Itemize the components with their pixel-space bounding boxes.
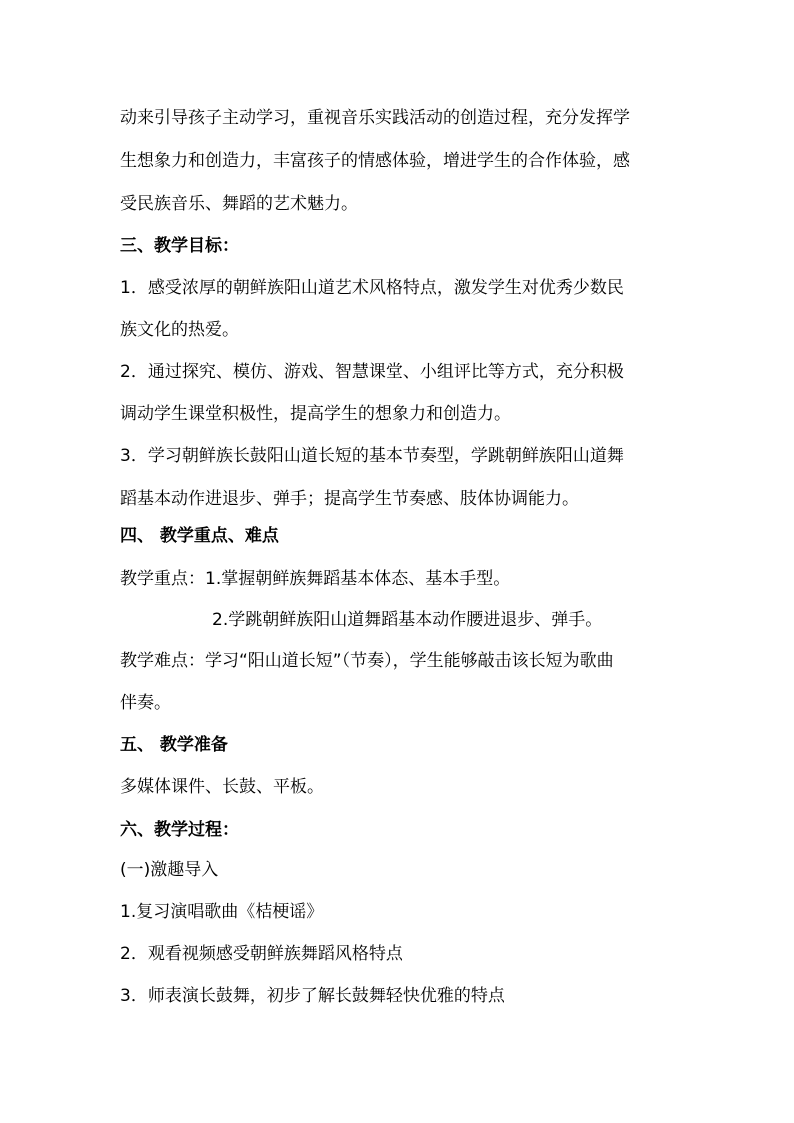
process-step-2: 2．观看视频感受朝鲜族舞蹈风格特点 [120, 944, 403, 964]
key-point-2: 2.学跳朝鲜族阳山道舞蹈基本动作腰进退步、弹手。 [212, 610, 603, 630]
process-step-3: 3．师表演长鼓舞，初步了解长鼓舞轻快优雅的特点 [120, 986, 505, 1006]
goal-1-line-1: 1．感受浓厚的朝鲜族阳山道艺术风格特点，激发学生对优秀少数民 [120, 278, 624, 298]
goal-2-line-1: 2．通过探究、模仿、游戏、智慧课堂、小组评比等方式，充分积极 [120, 362, 624, 382]
subsection-1-heading: (一)激趣导入 [120, 860, 219, 880]
intro-paragraph-line-3: 受民族音乐、舞蹈的艺术魅力。 [120, 194, 358, 214]
difficulty-line-2: 伴奏。 [120, 693, 171, 713]
section-4-heading: 四、 教学重点、难点 [120, 526, 279, 546]
goal-3-line-2: 蹈基本动作进退步、弹手；提高学生节奏感、肢体协调能力。 [120, 489, 579, 509]
intro-paragraph-line-1: 动来引导孩子主动学习，重视音乐实践活动的创造过程，充分发挥学 [120, 108, 630, 128]
section-3-heading: 三、教学目标： [120, 236, 239, 256]
goal-3-line-1: 3．学习朝鲜族长鼓阳山道长短的基本节奏型，学跳朝鲜族阳山道舞 [120, 446, 624, 466]
goal-1-line-2: 族文化的热爱。 [120, 320, 239, 340]
process-step-1: 1.复习演唱歌曲《桔梗谣》 [120, 902, 324, 922]
goal-2-line-2: 调动学生课堂积极性，提高学生的想象力和创造力。 [120, 404, 511, 424]
intro-paragraph-line-2: 生想象力和创造力，丰富孩子的情感体验，增进学生的合作体验，感 [120, 151, 630, 171]
section-5-heading: 五、 教学准备 [120, 735, 228, 755]
difficulty-line-1: 教学难点：学习“阳山道长短”（节奏），学生能够敲击该长短为歌曲 [120, 651, 614, 671]
key-point-1: 教学重点：1.掌握朝鲜族舞蹈基本体态、基本手型。 [120, 569, 511, 589]
section-6-heading: 六、教学过程： [120, 820, 239, 840]
preparation-content: 多媒体课件、长鼓、平板。 [120, 777, 324, 797]
